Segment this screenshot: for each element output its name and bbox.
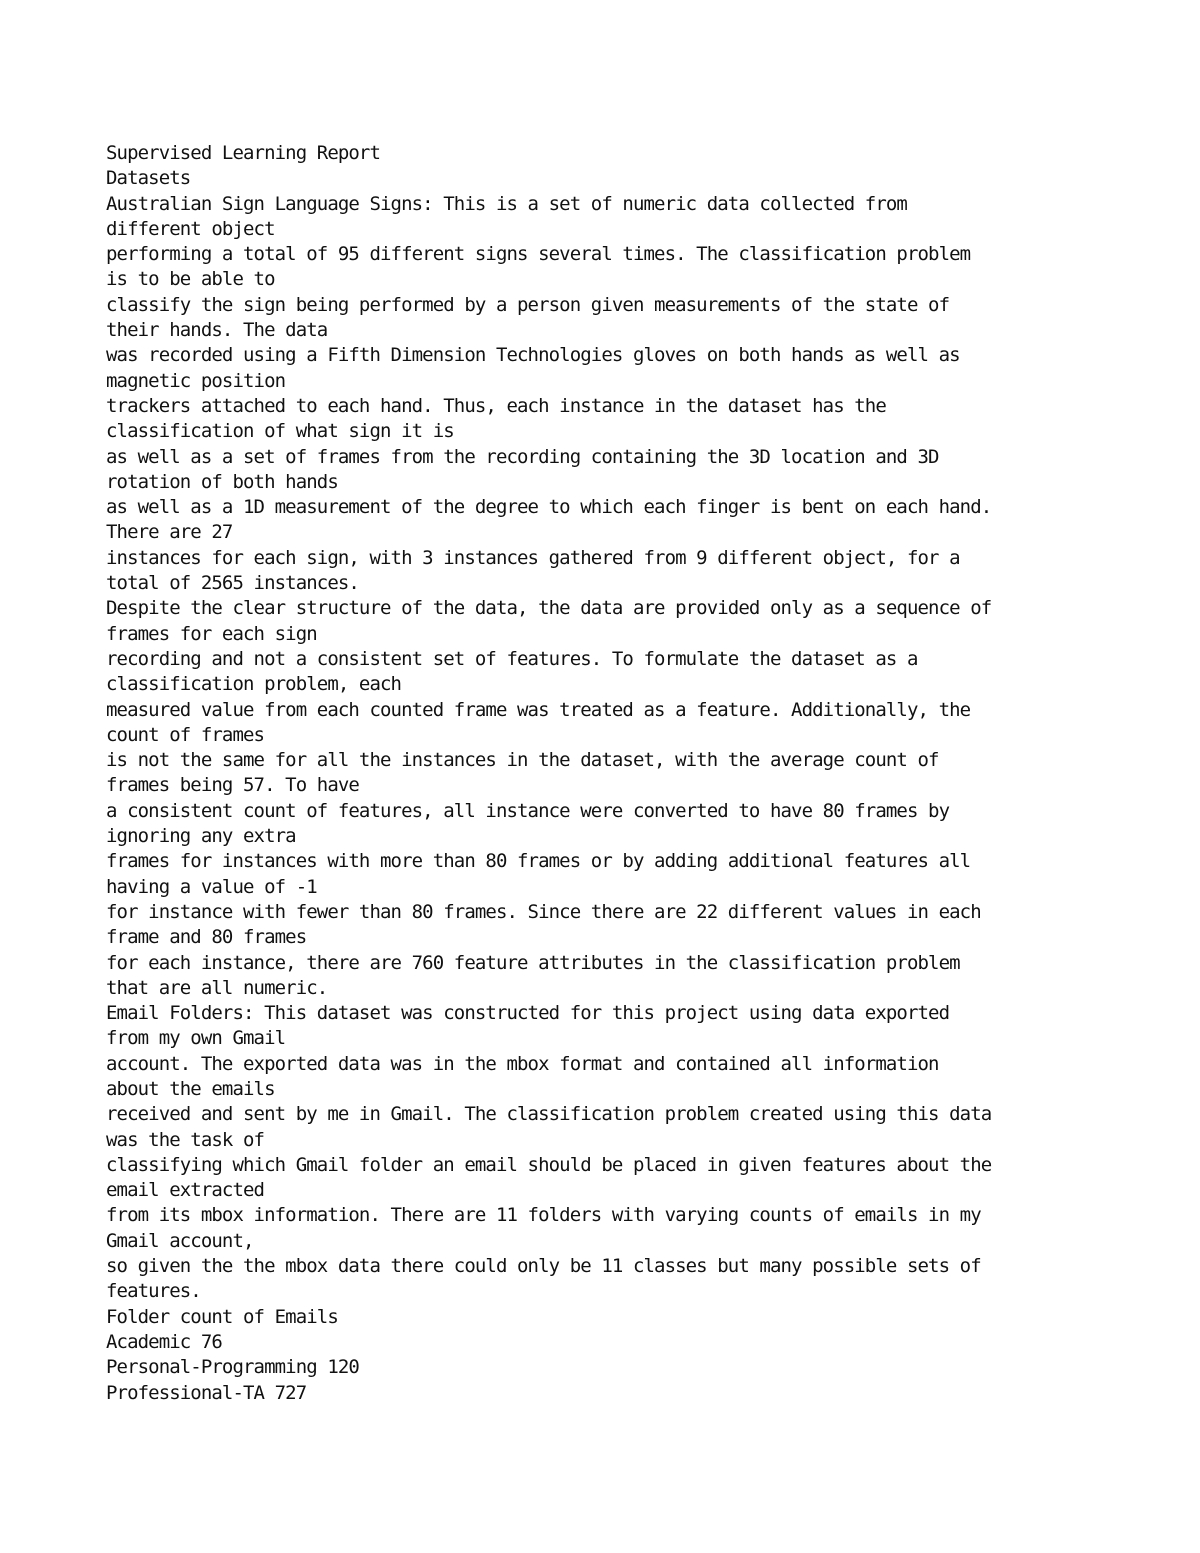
text-line: as well as a 1D measurement of the degree to which each finger is bent on each hand. — [106, 496, 992, 519]
text-line: Email Folders: This dataset was constructed for this project using data exported — [106, 1002, 950, 1025]
text-line: from my own Gmail — [106, 1027, 286, 1050]
text-line: classification problem, each — [106, 673, 402, 696]
text-line: instances for each sign, with 3 instances gathered from 9 different object, for a — [106, 546, 960, 569]
folder-table-header: Folder count of Emails — [106, 1305, 338, 1328]
text-line: a consistent count of features, all instance were converted to have 80 frames by — [106, 799, 950, 822]
text-line: about the emails — [106, 1077, 275, 1100]
text-line: Despite the clear structure of the data, the data are provided only as a sequence of — [106, 597, 992, 620]
text-line: frames being 57. To have — [106, 774, 359, 797]
text-line: ignoring any extra — [106, 825, 296, 848]
text-line: count of frames — [106, 723, 265, 746]
text-line: classify the sign being performed by a person given measurements of the state of — [106, 293, 950, 316]
text-line: features. — [106, 1280, 201, 1303]
folder-row: Professional-TA 727 — [106, 1381, 307, 1404]
text-line: performing a total of 95 different signs several times. The classification problem — [106, 243, 971, 266]
text-line: recording and not a consistent set of features. To formulate the dataset as a — [106, 647, 918, 670]
text-line: Australian Sign Language Signs: This is a set of numeric data collected from — [106, 192, 907, 215]
text-line: Gmail account, — [106, 1229, 254, 1252]
folder-row: Personal-Programming 120 — [106, 1356, 359, 1379]
text-line: was the task of — [106, 1128, 265, 1151]
text-line: email extracted — [106, 1179, 265, 1202]
text-line: account. The exported data was in the mbox format and contained all information — [106, 1052, 939, 1075]
text-line: trackers attached to each hand. Thus, each instance in the dataset has the — [106, 394, 886, 417]
text-line: having a value of -1 — [106, 875, 317, 898]
text-line: frame and 80 frames — [106, 926, 307, 949]
text-line: rotation of both hands — [106, 470, 338, 493]
text-line: their hands. The data — [106, 319, 328, 342]
text-line: from its mbox information. There are 11 folders with varying counts of emails in my — [106, 1204, 981, 1227]
text-line: is not the same for all the instances in the dataset, with the average count of — [106, 749, 939, 772]
text-line: for each instance, there are 760 feature attributes in the classification problem — [106, 951, 960, 974]
text-line: was recorded using a Fifth Dimension Technologies gloves on both hands as well as — [106, 344, 960, 367]
text-line: magnetic position — [106, 369, 286, 392]
text-line: for instance with fewer than 80 frames. Since there are 22 different values in each — [106, 900, 981, 923]
text-line: classification of what sign it is — [106, 420, 454, 443]
folder-row: Academic 76 — [106, 1330, 222, 1353]
text-line: as well as a set of frames from the recording containing the 3D location and 3D — [106, 445, 939, 468]
text-line: There are 27 — [106, 521, 233, 544]
text-line: measured value from each counted frame was treated as a feature. Additionally, the — [106, 698, 971, 721]
section-heading: Datasets — [106, 167, 191, 190]
text-line: that are all numeric. — [106, 976, 328, 999]
text-line: frames for each sign — [106, 622, 317, 645]
text-line: received and sent by me in Gmail. The classification problem created using this data — [106, 1103, 992, 1126]
text-line: total of 2565 instances. — [106, 572, 359, 595]
document-title: Supervised Learning Report — [106, 142, 381, 164]
text-line: so given the the mbox data there could only be 11 classes but many possible sets of — [106, 1255, 981, 1278]
text-line: different object — [106, 217, 275, 240]
text-line: classifying which Gmail folder an email should be placed in given features about the — [106, 1153, 992, 1176]
text-line: frames for instances with more than 80 frames or by adding additional features all — [106, 850, 971, 873]
text-line: is to be able to — [106, 268, 275, 291]
document-page — [106, 141, 1106, 1406]
